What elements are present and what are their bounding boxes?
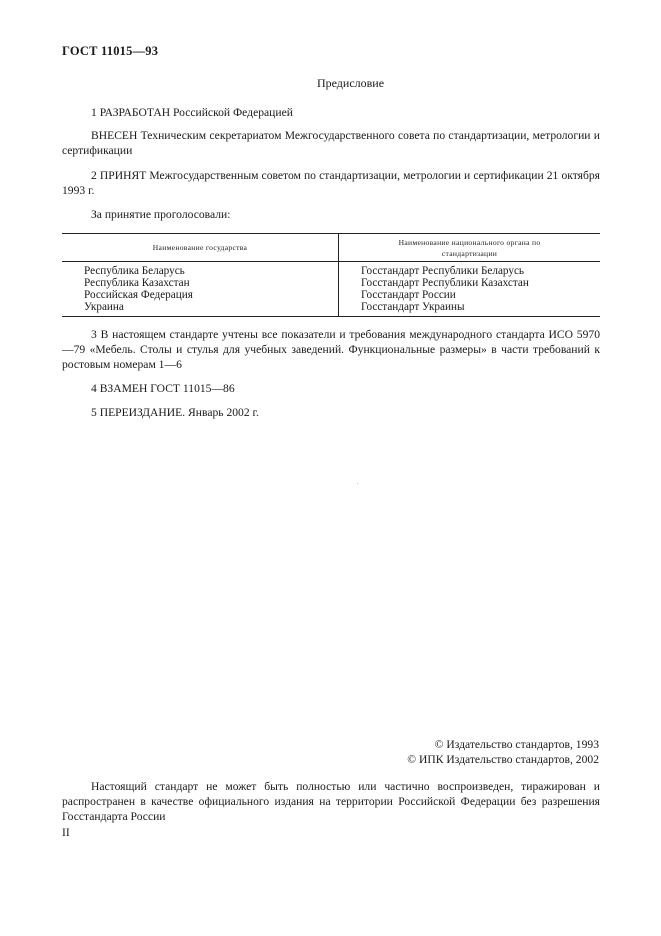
state-name: Республика Казахстан bbox=[84, 277, 190, 289]
state-name: Украина bbox=[84, 301, 124, 313]
table-row bbox=[62, 262, 600, 317]
paragraph-voted: За принятие проголосовали: bbox=[91, 208, 231, 221]
bodies-cell bbox=[339, 262, 601, 317]
column-header-national-body-text: Наименование национального органа по стандартизации bbox=[398, 237, 541, 258]
state-name: Российская Федерация bbox=[84, 289, 193, 301]
national-body-name: Госстандарт Украины bbox=[361, 301, 465, 313]
paragraph-iso-reference: 3 В настоящем стандарте учтены все показатели и требования международного стандарта ИСО 5970—79 «Мебель. Столы и стулья для учебных заведений. Функциональные размеры» в части требований к ростовым номерам 1—6 bbox=[62, 328, 600, 371]
paragraph-submitted: ВНЕСЕН Техническим секретариатом Межгосударственного совета по стандартизации, метрологии и сертификации bbox=[62, 129, 600, 157]
column-header-national-body bbox=[339, 234, 601, 262]
table-header-row bbox=[62, 234, 600, 262]
document-number: ГОСТ 11015—93 bbox=[62, 44, 159, 58]
paragraph-replaces: 4 ВЗАМЕН ГОСТ 11015—86 bbox=[91, 382, 235, 395]
preface-title: Предисловие bbox=[316, 76, 385, 90]
paragraph-reissue: 5 ПЕРЕИЗДАНИЕ. Январь 2002 г. bbox=[91, 406, 259, 419]
paragraph-adopted: 2 ПРИНЯТ Межгосударственным советом по стандартизации, метрологии и сертификации 21 октября 1993 г. bbox=[62, 169, 600, 197]
column-header-state: Наименование государства bbox=[62, 234, 339, 262]
national-body-name: Госстандарт Республики Беларусь bbox=[361, 265, 525, 277]
copyright-2002: © ИПК Издательство стандартов, 2002 bbox=[407, 753, 599, 766]
paragraph-developed: 1 РАЗРАБОТАН Российской Федерацией bbox=[91, 106, 293, 119]
states-cell bbox=[62, 262, 339, 317]
reproduction-notice: Настоящий стандарт не может быть полностью или частично воспроизведен, тиражирован и распространен в качестве официального издания на территории Российской Федерации без разрешения Госстандарта России bbox=[62, 780, 600, 823]
scan-speck bbox=[357, 483, 358, 484]
national-body-name: Госстандарт Республики Казахстан bbox=[361, 277, 529, 289]
page-number: II bbox=[62, 826, 70, 839]
copyright-1993: © Издательство стандартов, 1993 bbox=[434, 738, 599, 751]
national-body-name: Госстандарт России bbox=[361, 289, 456, 301]
state-name: Республика Беларусь bbox=[84, 265, 185, 277]
voting-states-table bbox=[62, 233, 600, 317]
